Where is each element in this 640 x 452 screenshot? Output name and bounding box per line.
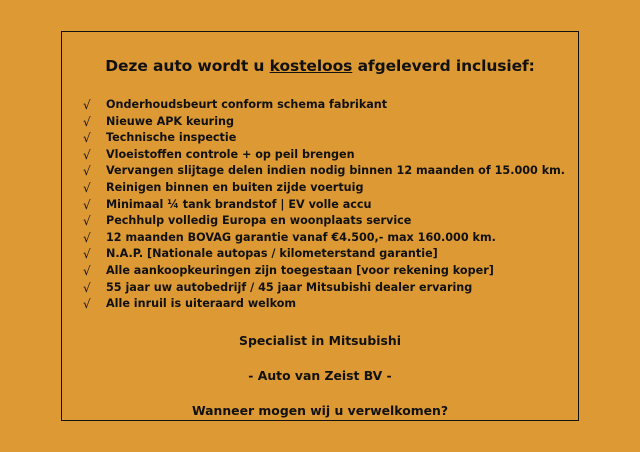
list-item-label: Pechhulp volledig Europa en woonplaats service <box>106 214 412 228</box>
list-item <box>61 263 579 280</box>
list-item <box>61 97 579 114</box>
feature-list <box>61 97 579 313</box>
headline-part-after: afgeleverd inclusief: <box>352 57 535 75</box>
footer-block <box>61 333 579 418</box>
list-item-label: Reinigen binnen en buiten zijde voertuig <box>106 180 364 194</box>
headline-part-before: Deze auto wordt u <box>105 57 270 75</box>
check-icon: √ <box>83 230 91 245</box>
list-item <box>61 213 579 230</box>
list-item-label: 12 maanden BOVAG garantie vanaf €4.500,- max 160.000 km. <box>106 230 496 244</box>
list-item <box>61 230 579 247</box>
list-item <box>61 197 579 214</box>
check-icon: √ <box>83 98 91 112</box>
list-item-label: Vervangen slijtage delen indien nodig binnen 12 maanden of 15.000 km. <box>106 164 566 178</box>
list-item-label: Nieuwe APK keuring <box>106 114 235 128</box>
headline-underlined-word: kosteloos <box>269 57 353 75</box>
list-item-label: Vloeistoffen controle + op peil brengen <box>106 147 355 161</box>
list-item <box>61 163 579 180</box>
list-item-label: Onderhoudsbeurt conform schema fabrikant <box>106 98 388 111</box>
footer-company-line: - Auto van Zeist BV - <box>248 367 392 383</box>
footer-specialist-line: Specialist in Mitsubishi <box>239 332 401 348</box>
check-icon: √ <box>83 214 91 229</box>
list-item <box>61 114 579 131</box>
list-item-label: Minimaal ¼ tank brandstof | EV volle accu <box>106 197 372 211</box>
check-icon: √ <box>83 247 91 262</box>
list-item <box>61 280 579 297</box>
list-item <box>61 246 579 263</box>
list-item-label: Technische inspectie <box>106 131 237 145</box>
page-title <box>61 57 579 75</box>
list-item <box>61 130 579 147</box>
content-area <box>61 31 579 421</box>
list-item <box>61 180 579 197</box>
list-item <box>61 147 579 164</box>
check-icon: √ <box>83 164 91 179</box>
check-icon: √ <box>83 263 91 278</box>
list-item-label: Alle inruil is uiteraard welkom <box>106 297 297 311</box>
list-item-label: Alle aankoopkeuringen zijn toegestaan [voor rekening koper] <box>106 263 494 277</box>
check-icon: √ <box>83 197 91 212</box>
check-icon: √ <box>83 147 91 162</box>
check-icon: √ <box>83 180 91 195</box>
check-icon: √ <box>83 280 91 295</box>
check-icon: √ <box>83 131 91 146</box>
check-icon: √ <box>83 114 91 129</box>
list-item-label: N.A.P. [Nationale autopas / kilometerstand garantie] <box>106 247 438 261</box>
check-icon: √ <box>83 297 91 312</box>
list-item-label: 55 jaar uw autobedrijf / 45 jaar Mitsubishi dealer ervaring <box>106 280 473 294</box>
footer-invitation-line: Wanneer mogen wij u verwelkomen? <box>191 402 449 418</box>
list-item <box>61 296 579 313</box>
